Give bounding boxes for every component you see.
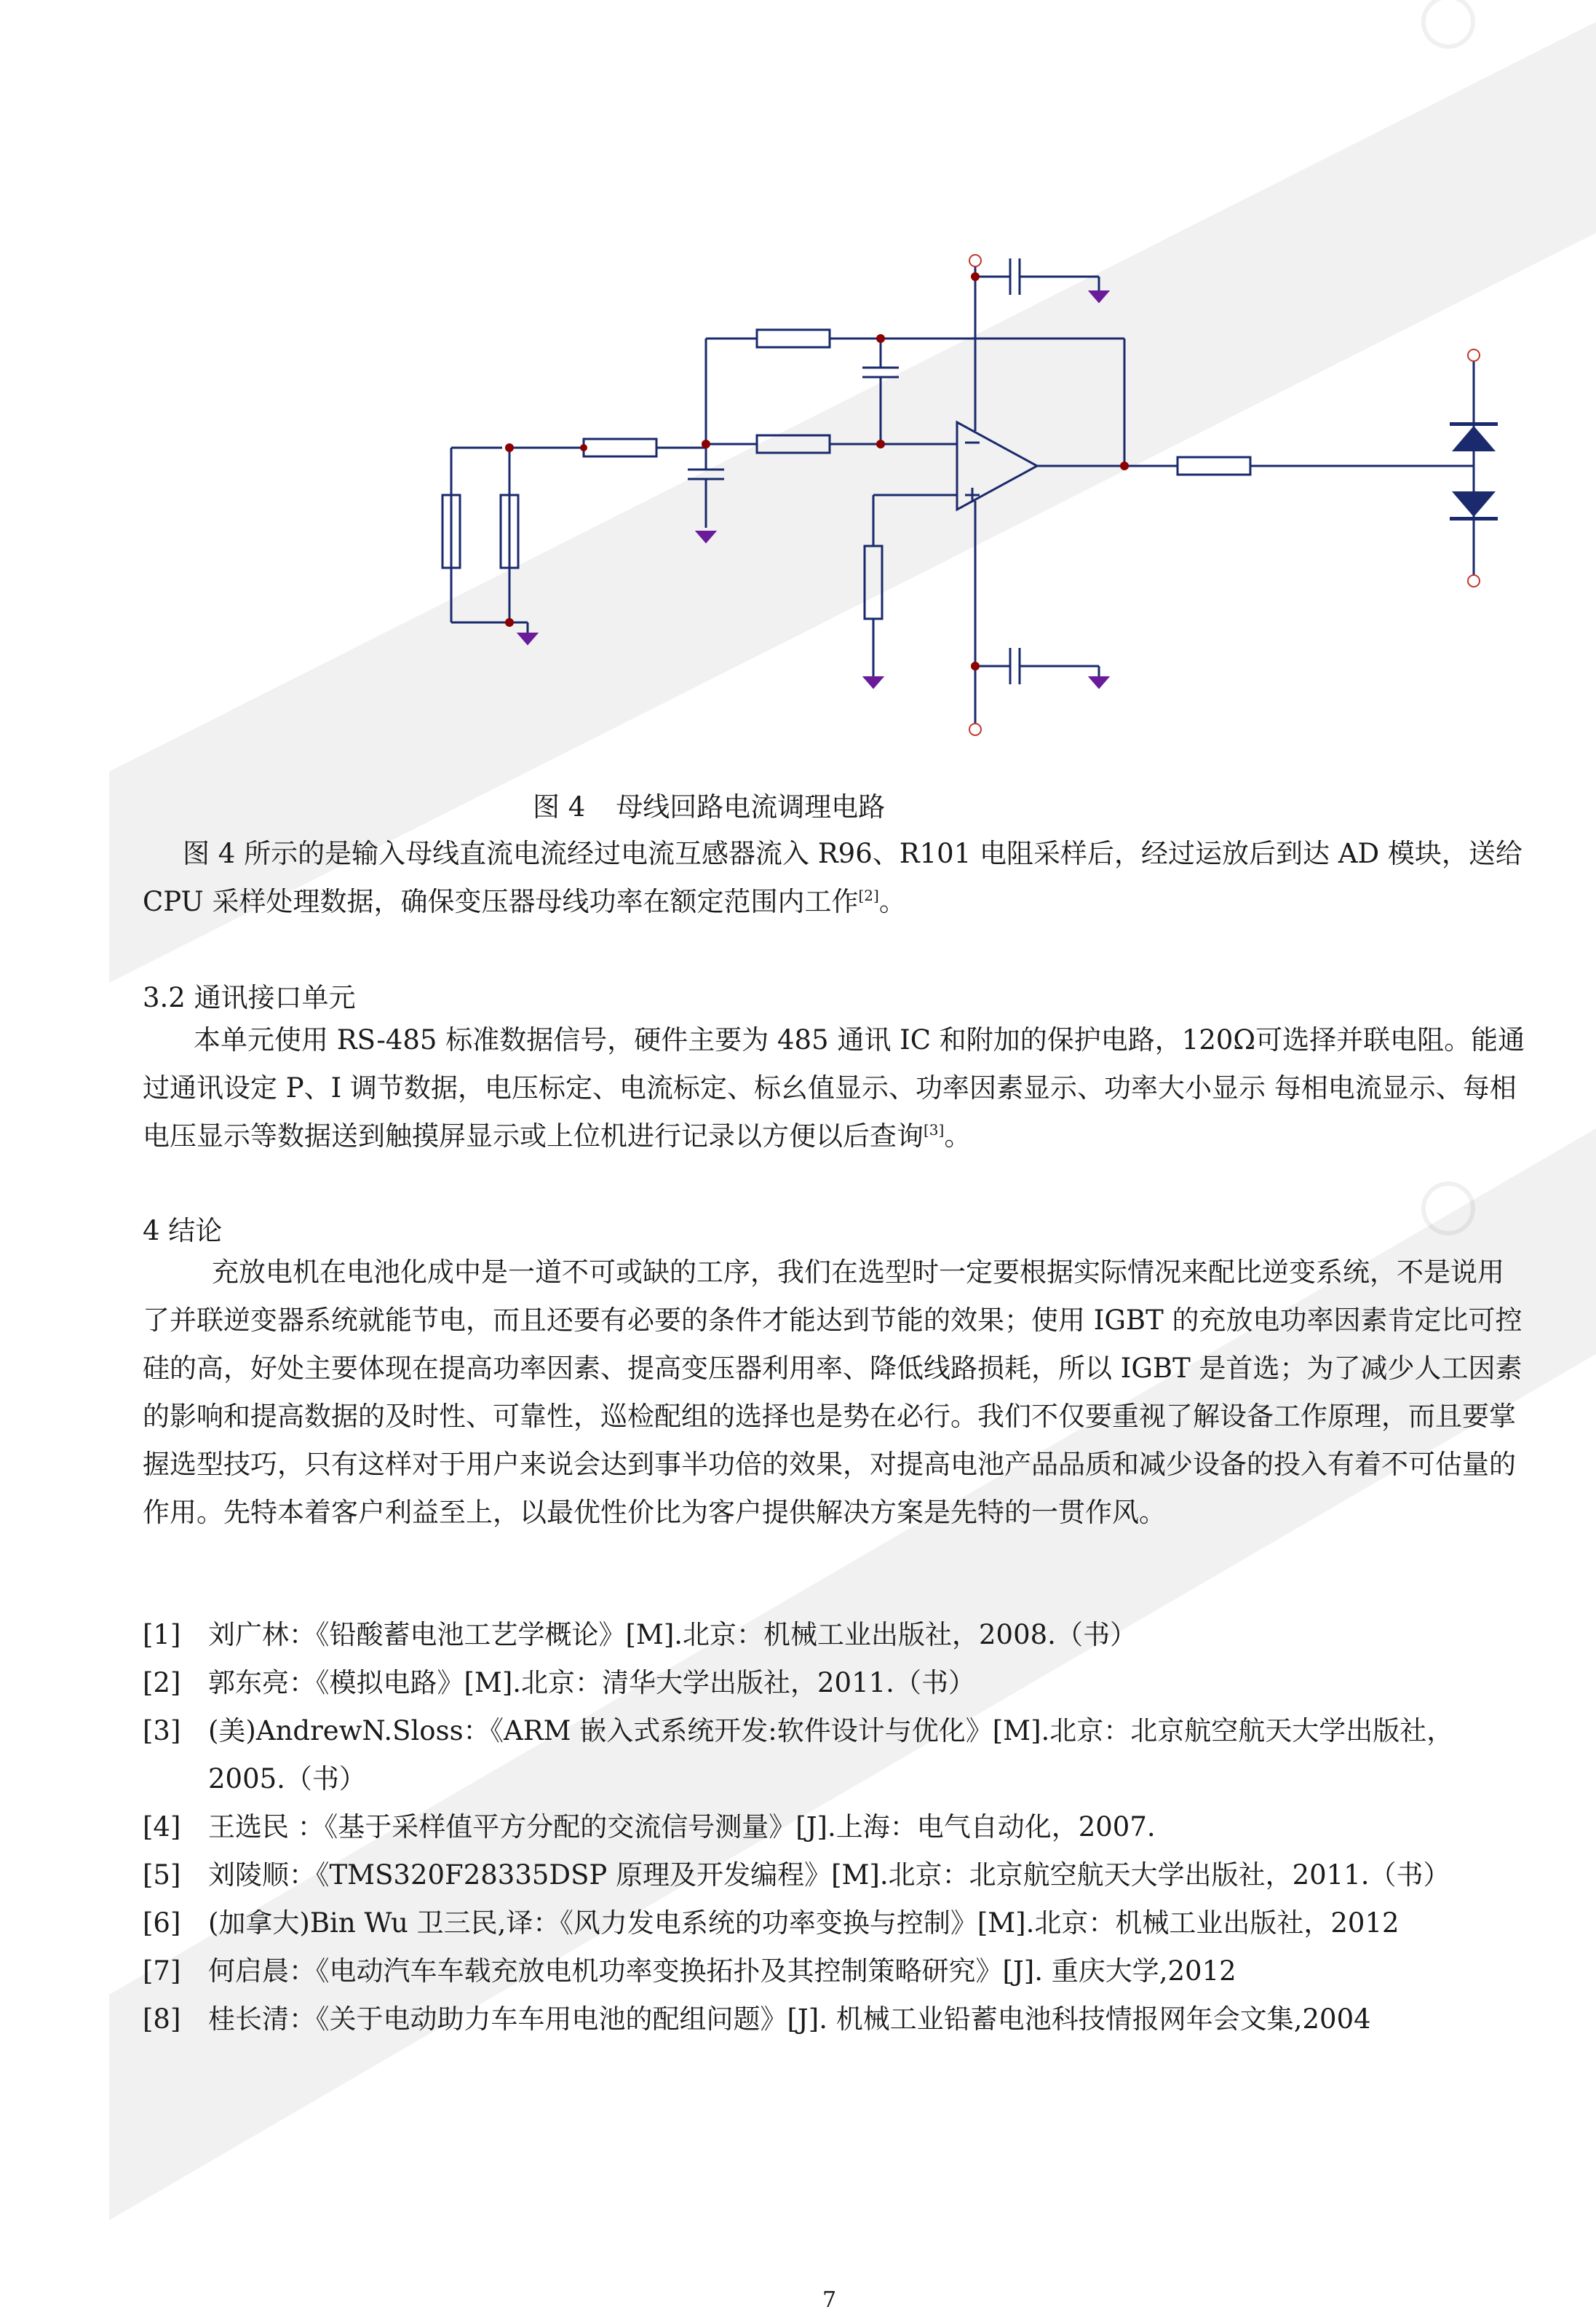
figure-description-paragraph	[143, 830, 1525, 926]
current-conditioning-circuit-diagram	[393, 211, 1499, 764]
page-number: 7	[822, 2287, 837, 2313]
reference-item: [8] 桂长清：《关于电动助力车车用电池的配组问题》[J]. 机械工业铅蓄电池科技情报网年会文集,2004	[143, 2003, 1371, 2035]
reference-item: [1] 刘广林：《铅酸蓄电池工艺学概论》[M].北京：机械工业出版社，2008.（书）	[143, 1619, 1137, 1650]
citation-ref: [2]	[858, 887, 879, 904]
reference-item: [3] (美)AndrewN.Sloss：《ARM 嵌入式系统开发:软件设计与优化》[M].北京：北京航空航天大学出版社，2005.（书）	[143, 1715, 1454, 1794]
conclusion-text: 充放电机在电池化成中是一道不可或缺的工序，我们在选型时一定要根据实际情况来配比逆变系统，不是说用了并联逆变器系统就能节电，而且还要有必要的条件才能达到节能的效果；使用 IGBT 的充放电功率因素肯定比可控硅的高，好处主要体现在提高功率因素、提高变压器利用率、降低线路损耗，所以 IGBT 是首选；为了减少人工因素的影响和提高数据的及时性、可靠性，巡检配组的选择也是势在必行。我们不仅要重视了解设备工作原理，而且要掌握选型技巧，只有这样对于用户来说会达到事半功倍的效果，对提高电池产品品质和减少设备的投入有着不可估量的作用。先特本着客户利益至上，以最优性价比为客户提供解决方案是先特的一贯作风。	[143, 1257, 1522, 1528]
section-heading-communication: 3.2 通讯接口单元	[143, 982, 356, 1013]
reference-item: [2] 郭东亮：《模拟电路》[M].北京：清华大学出版社，2011.（书）	[143, 1667, 975, 1698]
communication-paragraph	[143, 1016, 1525, 1160]
reference-item: [5] 刘陵顺：《TMS320F28335DSP 原理及开发编程》[M].北京：北京航空航天大学出版社，2011.（书）	[143, 1859, 1450, 1891]
figure-caption	[533, 785, 885, 824]
figure-description-text: 图 4 所示的是输入母线直流电流经过电流互感器流入 R96、R101 电阻采样后，经过运放后到达 AD 模块，送给 CPU 采样处理数据，确保变压器母线功率在额定范围内工作	[143, 838, 1522, 917]
conclusion-paragraph	[143, 1248, 1525, 1537]
reference-item: [7] 何启晨：《电动汽车车载充放电机功率变换拓扑及其控制策略研究》[J]. 重庆大学,2012	[143, 1955, 1236, 1987]
reference-list	[143, 1611, 1525, 2043]
figure-title: 母线回路电流调理电路	[616, 791, 886, 823]
communication-text: 本单元使用 RS-485 标准数据信号，硬件主要为 485 通讯 IC 和附加的保护电路，120Ω可选择并联电阻。能通过通讯设定 P、I 调节数据，电压标定、电流标定、标幺值显示、功率因素显示、功率大小显示 每相电流显示、每相电压显示等数据送到触摸屏显示或上位机进行记录以方便以后查询	[143, 1024, 1525, 1152]
figure-number: 图 4	[533, 791, 586, 823]
punctuation: 。	[878, 886, 906, 917]
section-heading-conclusion: 4 结论	[143, 1215, 223, 1246]
punctuation: 。	[944, 1120, 972, 1152]
reference-item: [6] (加拿大)Bin Wu 卫三民,译：《风力发电系统的功率变换与控制》[M].北京：机械工业出版社，2012	[143, 1907, 1400, 1939]
citation-ref: [3]	[924, 1121, 945, 1139]
reference-item: [4] 王选民 ：《基于采样值平方分配的交流信号测量》[J].上海：电气自动化，2007.	[143, 1811, 1156, 1843]
